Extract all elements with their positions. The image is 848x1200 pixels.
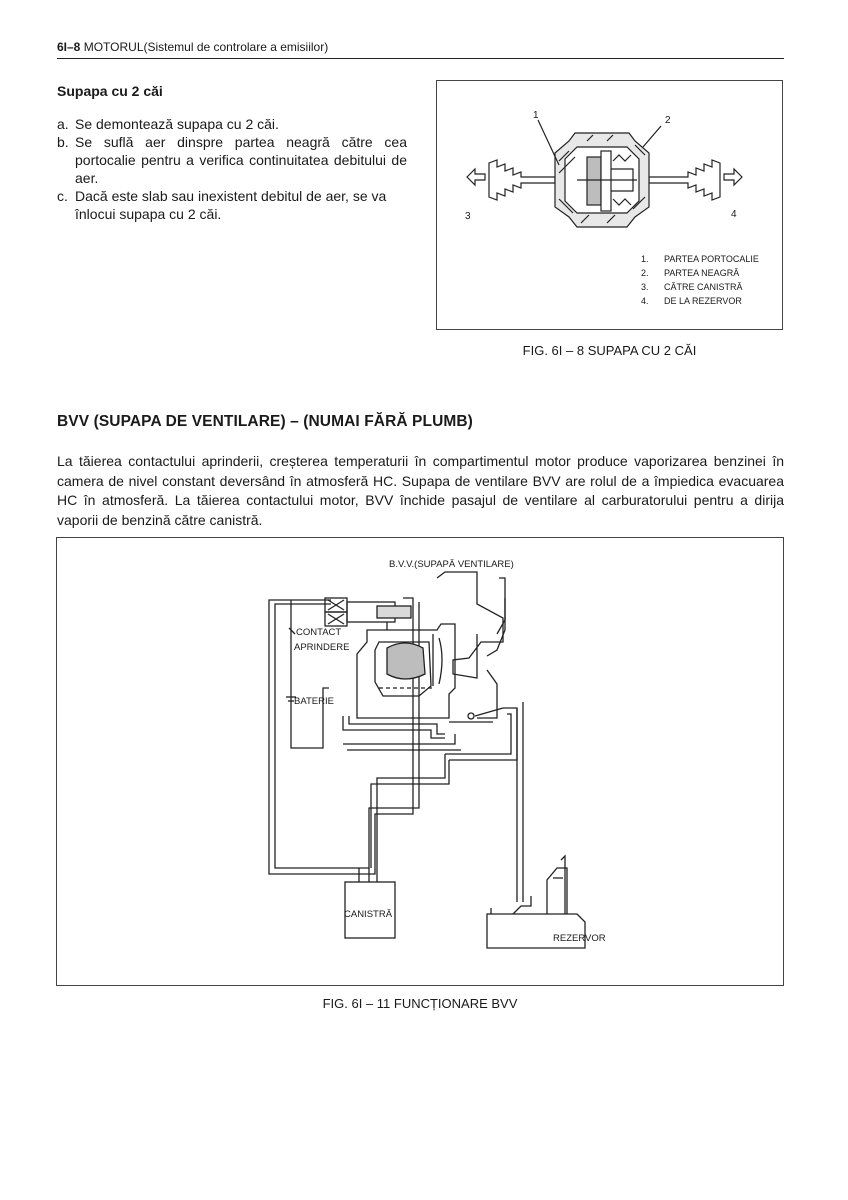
contact-label-line2: APRINDERE: [294, 642, 350, 653]
header-divider: [57, 58, 784, 59]
callout-2: 2: [665, 115, 671, 126]
figure-1-caption: FIG. 6I – 8 SUPAPA CU 2 CĂI: [522, 343, 697, 358]
contact-label-line1: CONTACT: [296, 627, 342, 638]
figure-bvv-operation: [56, 537, 784, 986]
page-header: [57, 40, 328, 54]
step-letter: a.: [57, 116, 69, 132]
chapter-title: MOTORUL(Sistemul de controlare a emisiilor): [83, 40, 329, 54]
battery-label: BATERIE: [294, 696, 334, 707]
page-number: 6I–8: [57, 40, 81, 54]
callout-1: 1: [533, 110, 539, 121]
bvv-label: B.V.V.(SUPAPĂ VENTILARE): [389, 559, 514, 570]
step-text: Se demontează supapa cu 2 căi.: [75, 116, 279, 132]
callout-4: 4: [731, 209, 737, 220]
step-a: [57, 115, 407, 133]
procedure-steps: [57, 115, 407, 223]
legend-text-1: PARTEA PORTOCALIE: [664, 254, 759, 264]
bvv-description: La tăierea contactului aprinderii, creșterea temperaturii în compartimentul motor produce vaporizarea benzinei în camera de nivel constant deversând în atmosferă HC. Supapa de ventilare BVV are rolul de a împiedica evacuarea HC în atmosferă. La tăierea contactului motor, BVV închide pasajul de ventilare al carburatorului pentru a dirija vaporii de benzină către canistră.: [57, 453, 784, 528]
section-title-bvv: BVV (SUPAPA DE VENTILARE) – (NUMAI FĂRĂ PLUMB): [57, 413, 473, 430]
step-text: Se suflă aer dinspre partea neagră către cea portocalie pentru a verifica continuitatea debitului de aer.: [75, 134, 407, 186]
legend-num-4: 4.: [641, 296, 649, 306]
tank-label: REZERVOR: [553, 933, 606, 944]
step-text: Dacă este slab sau inexistent debitul de aer, se va înlocui supapa cu 2 căi.: [75, 188, 387, 222]
legend-num-1: 1.: [641, 254, 649, 264]
step-letter: b.: [57, 134, 69, 150]
legend-num-2: 2.: [641, 268, 649, 278]
legend-num-3: 3.: [641, 282, 649, 292]
legend-text-3: CĂTRE CANISTRĂ: [664, 282, 743, 292]
step-c: [57, 187, 407, 223]
callout-3: 3: [465, 211, 471, 222]
legend-text-2: PARTEA NEAGRĂ: [664, 268, 740, 278]
section-title-2way-valve: Supapa cu 2 căi: [57, 83, 163, 99]
figure-2way-valve: [436, 80, 783, 330]
figure-2-caption: FIG. 6I – 11 FUNCȚIONARE BVV: [322, 996, 518, 1011]
legend-text-4: DE LA REZERVOR: [664, 296, 742, 306]
canister-label: CANISTRĂ: [344, 909, 393, 920]
step-letter: c.: [57, 188, 68, 204]
valve-drawing: [437, 81, 782, 329]
step-b: [57, 133, 407, 187]
bvv-diagram: [57, 538, 783, 985]
